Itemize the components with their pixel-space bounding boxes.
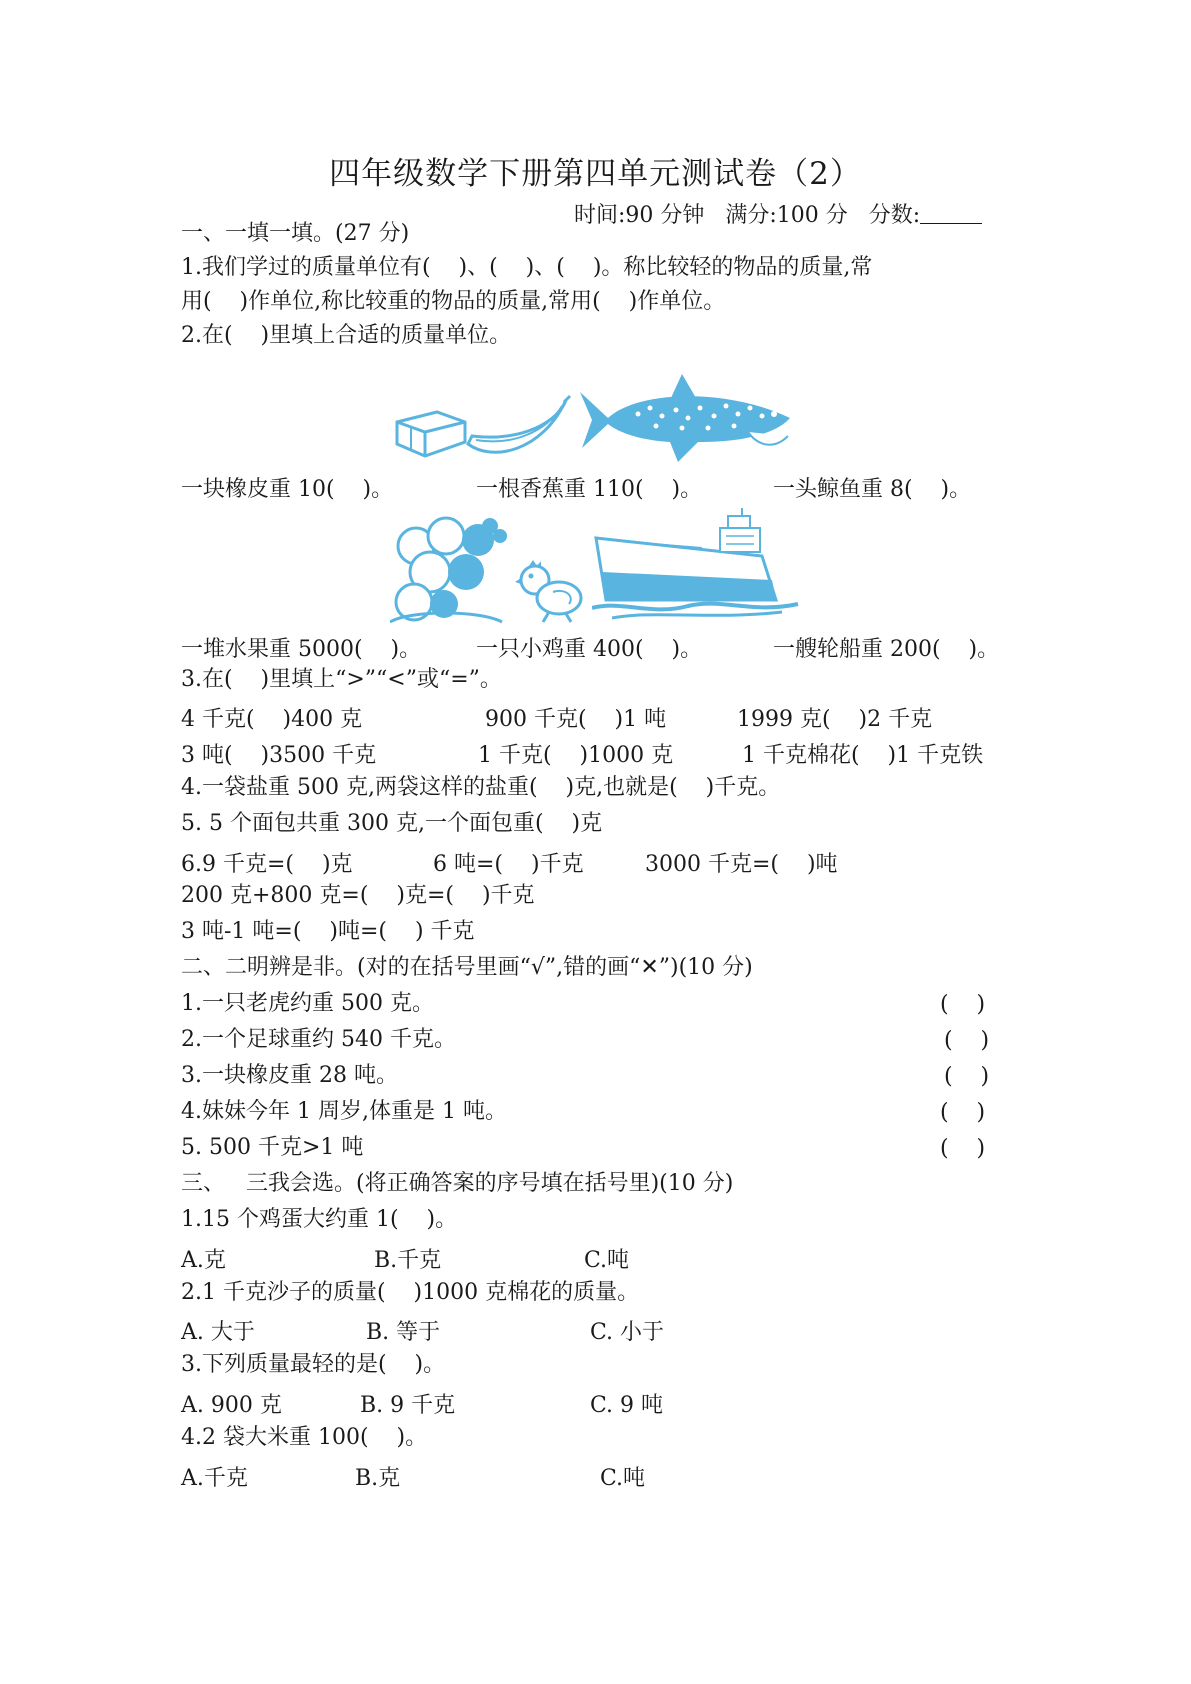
compare-item: 900 千克( )1 吨 (485, 707, 667, 732)
q1-line2: 用( )作单位,称比较重的物品的质量,常用( )作单位。 (181, 289, 726, 314)
page-title: 四年级数学下册第四单元测试卷（2） (329, 156, 862, 192)
choice-option: B. 9 千克 (360, 1393, 456, 1418)
answer-bracket[interactable]: ( ) (940, 992, 986, 1017)
compare-item: 4 千克( )400 克 (181, 707, 363, 732)
judge-item: 5. 500 千克>1 吨 (181, 1135, 364, 1160)
compare-item: 1 千克棉花( )1 千克铁 (742, 743, 984, 768)
q5-text: 5. 5 个面包共重 300 克,一个面包重( )克 (181, 811, 603, 836)
weight-item-chick: 一只小鸡重 400( )。 (476, 637, 703, 662)
conversion-item: 6 吨=( )千克 (433, 852, 584, 877)
answer-bracket[interactable]: ( ) (944, 1028, 990, 1053)
answer-bracket[interactable]: ( ) (940, 1100, 986, 1125)
choice-option: C. 9 吨 (590, 1393, 664, 1418)
conversion-item: 200 克+800 克=( )克=( )千克 (181, 883, 535, 908)
section1-heading: 一、一填一填。(27 分) (181, 221, 410, 246)
conversion-item: 6.9 千克=( )克 (181, 852, 353, 877)
compare-item: 1 千克( )1000 克 (478, 743, 674, 768)
fruit-pile-icon (390, 510, 510, 624)
section2-heading: 二、二明辨是非。(对的在括号里画“√”,错的画“✕”)(10 分) (181, 955, 753, 980)
weight-item-whale: 一头鲸鱼重 8( )。 (773, 477, 972, 502)
q4-text: 4.一袋盐重 500 克,两袋这样的盐重( )克,也就是( )千克。 (181, 775, 781, 800)
choice-question: 2.1 千克沙子的质量( )1000 克棉花的质量。 (181, 1280, 640, 1305)
judge-item: 3.一块橡皮重 28 吨。 (181, 1063, 398, 1088)
choice-option: C.吨 (584, 1248, 630, 1273)
judge-item: 2.一个足球重约 540 千克。 (181, 1027, 456, 1052)
q2-text: 2.在( )里填上合适的质量单位。 (181, 323, 512, 348)
meta-text: 时间:90 分钟 满分:100 分 分数: (574, 203, 921, 228)
compare-item: 1999 克( )2 千克 (737, 707, 933, 732)
choice-question: 1.15 个鸡蛋大约重 1( )。 (181, 1207, 458, 1232)
conversion-item: 3 吨-1 吨=( )吨=( ) 千克 (181, 919, 475, 944)
compare-item: 3 吨( )3500 千克 (181, 743, 377, 768)
choice-question: 4.2 袋大米重 100( )。 (181, 1425, 428, 1450)
choice-option: C. 小于 (590, 1320, 665, 1345)
judge-item: 4.妹妹今年 1 周岁,体重是 1 吨。 (181, 1099, 507, 1124)
eraser-icon (393, 400, 469, 464)
score-blank[interactable] (920, 203, 982, 224)
exam-meta (574, 198, 982, 229)
answer-bracket[interactable]: ( ) (944, 1064, 990, 1089)
choice-option: B.千克 (374, 1248, 442, 1273)
weight-item-ship: 一艘轮船重 200( )。 (773, 637, 1000, 662)
choice-question: 3.下列质量最轻的是( )。 (181, 1352, 446, 1377)
choice-option: B.克 (355, 1466, 401, 1491)
choice-option: A. 900 克 (181, 1393, 282, 1418)
chick-icon (513, 558, 589, 624)
weight-item-eraser: 一块橡皮重 10( )。 (181, 477, 394, 502)
answer-bracket[interactable]: ( ) (940, 1136, 986, 1161)
choice-option: A.千克 (181, 1466, 248, 1491)
weight-item-banana: 一根香蕉重 110( )。 (476, 477, 703, 502)
choice-option: A. 大于 (181, 1320, 255, 1345)
conversion-item: 3000 千克=( )吨 (645, 852, 838, 877)
section3-heading: 三、 三我会选。(将正确答案的序号填在括号里)(10 分) (181, 1171, 734, 1196)
q3-text: 3.在( )里填上“>”“<”或“=”。 (181, 667, 502, 692)
q1-line1: 1.我们学过的质量单位有( )、( )、( )。称比较轻的物品的质量,常 (181, 255, 873, 280)
choice-option: B. 等于 (366, 1320, 441, 1345)
whale-shark-icon (578, 370, 800, 468)
choice-option: C.吨 (600, 1466, 646, 1491)
choice-option: A.克 (181, 1248, 226, 1273)
weight-item-fruit: 一堆水果重 5000( )。 (181, 637, 422, 662)
ship-icon (592, 508, 802, 620)
judge-item: 1.一只老虎约重 500 克。 (181, 991, 434, 1016)
banana-icon (462, 392, 572, 464)
